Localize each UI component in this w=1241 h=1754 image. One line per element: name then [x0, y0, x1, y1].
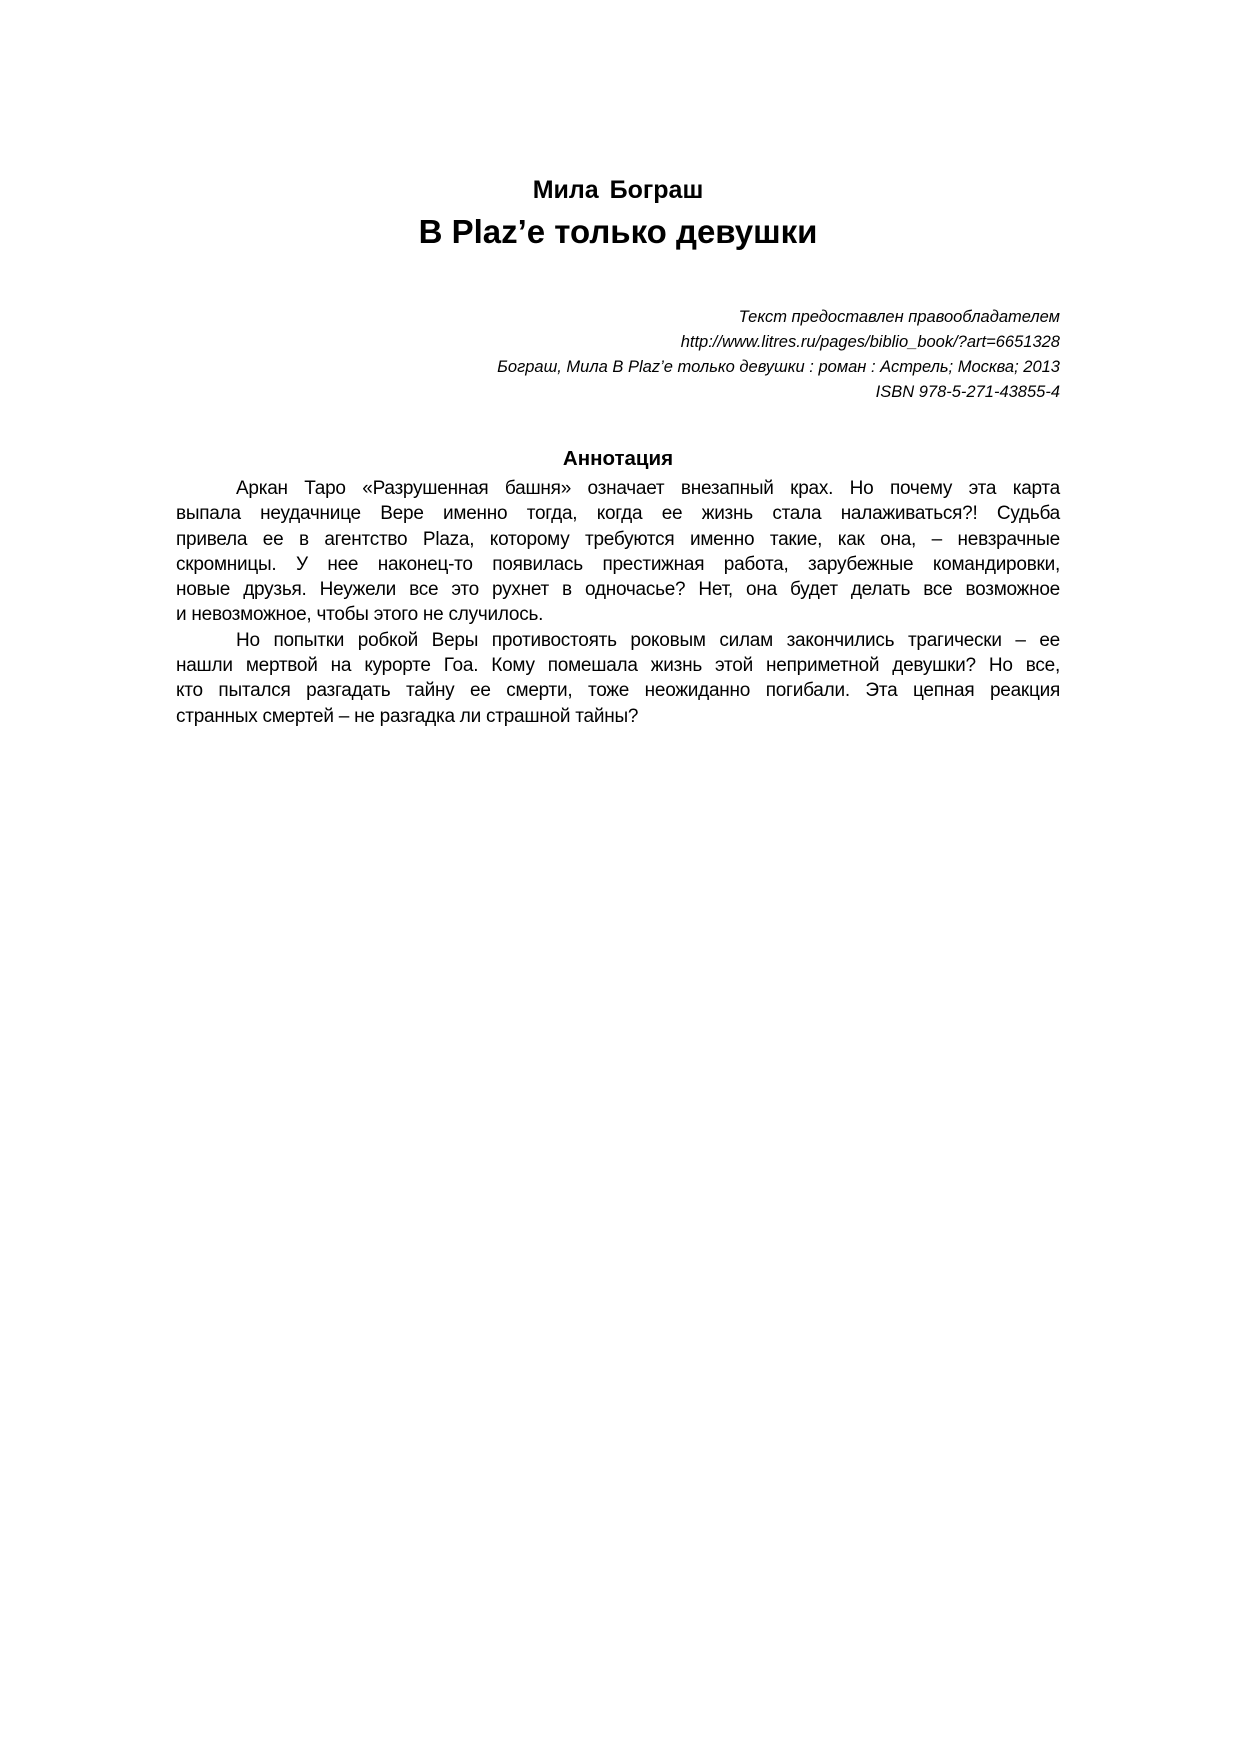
text-line: скромницы. У нее наконец-то появилась престижная работа, зарубежные командировки, — [176, 553, 1060, 575]
source-url: http://www.litres.ru/pages/biblio_book/?art=6651328 — [680, 333, 1060, 351]
book-author: Мила Бограш — [532, 176, 704, 204]
text-line: странных смертей – не разгадка ли страшной тайны? — [176, 705, 639, 727]
annotation-body — [176, 476, 1060, 729]
text-line: выпала неудачнице Вере именно тогда, когда ее жизнь стала налаживаться?! Судьба — [176, 503, 1060, 525]
annotation-heading: Аннотация — [562, 447, 674, 470]
bibliographic-record: Бограш, Мила В Plaz’e только девушки : роман : Астрель; Москва; 2013 — [497, 358, 1060, 376]
paragraph — [176, 628, 1060, 729]
text-line: кто пытался разгадать тайну ее смерти, тоже неожиданно погибали. Эта цепная реакция — [176, 680, 1060, 702]
text-line: новые друзья. Неужели все это рухнет в одночасье? Нет, она будет делать все возможное — [176, 579, 1060, 601]
text-line: привела ее в агентство Plaza, которому требуются именно такие, как она, – невзрачные — [176, 528, 1060, 550]
publication-info — [176, 305, 1060, 405]
book-title: В Plaz’e только девушки — [418, 213, 818, 250]
text-line: Аркан Таро «Разрушенная башня» означает внезапный крах. Но почему эта карта — [236, 478, 1060, 499]
paragraph — [176, 476, 1060, 628]
rights-holder-note: Текст предоставлен правообладателем — [738, 308, 1060, 326]
isbn: ISBN 978-5-271-43855-4 — [875, 383, 1060, 401]
text-line: и невозможное, чтобы этого не случилось. — [176, 604, 544, 626]
text-line: Но попытки робкой Веры противостоять роковым силам закончились трагически – ее — [236, 629, 1060, 651]
text-line: нашли мертвой на курорте Гоа. Кому помешала жизнь этой неприметной девушки? Но все, — [176, 655, 1060, 677]
